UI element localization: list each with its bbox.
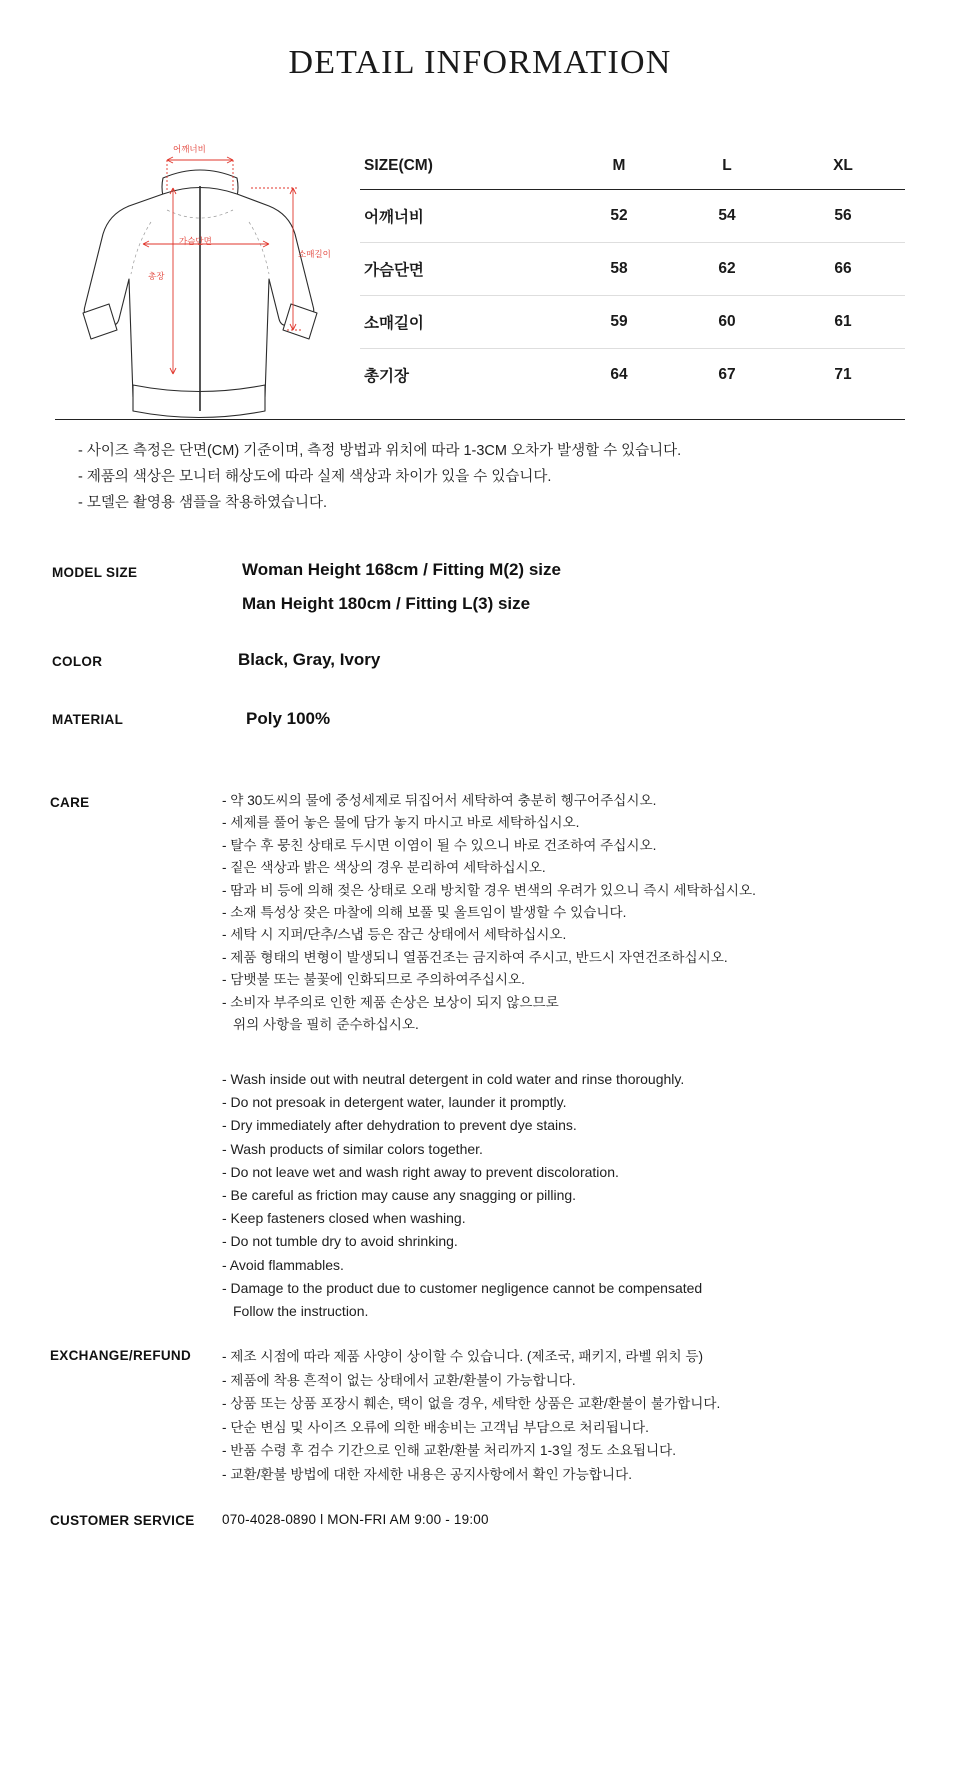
cell-length-xl: 71	[834, 366, 852, 383]
column-header-m: M	[565, 142, 673, 190]
table-row	[360, 296, 905, 349]
customer-service-label: CUSTOMER SERVICE	[50, 1513, 195, 1528]
care-item: - 세제를 풀어 놓은 물에 담가 놓지 마시고 바로 세탁하십시오.	[222, 815, 580, 831]
table-row	[360, 349, 905, 402]
cell-length-l: 67	[718, 366, 736, 383]
exchange-item: - 제조 시점에 따라 제품 사양이 상이할 수 있습니다. (제조국, 패키지, 라벨 위치 등)	[222, 1349, 704, 1364]
cell-shoulder-xl: 56	[781, 190, 905, 243]
exchange-item: - 상품 또는 상품 포장시 훼손, 택이 없을 경우, 세탁한 상품은 교환/환불이 불가합니다.	[222, 1396, 721, 1411]
cell-chest-m: 58	[565, 243, 673, 296]
care-item: - Do not presoak in detergent water, launder it promptly.	[222, 1094, 567, 1111]
care-item: Follow the instruction.	[233, 1303, 369, 1320]
color-value: Black, Gray, Ivory	[238, 650, 381, 669]
model-size-man: Man Height 180cm / Fitting L(3) size	[242, 594, 531, 613]
figure-length-label: 총장	[148, 271, 165, 281]
care-item: - 땀과 비 등에 의해 젖은 상태로 오래 방치할 경우 변색의 우려가 있으니 즉시 세탁하십시오.	[222, 882, 756, 898]
care-item: - 담뱃불 또는 불꽃에 인화되므로 주의하여주십시오.	[222, 972, 525, 988]
cell-shoulder-l: 54	[673, 190, 781, 243]
size-table	[360, 142, 905, 401]
model-size-label: MODEL SIZE	[52, 565, 138, 580]
exchange-item: - 단순 변심 및 사이즈 오류에 의한 배송비는 고객님 부담으로 처리됩니다.	[222, 1419, 649, 1435]
note-item: - 사이즈 측정은 단면(CM) 기준이며, 측정 방법과 위치에 따라 1-3CM 오차가 발생할 수 있습니다.	[78, 443, 682, 459]
exchange-refund-list	[222, 1345, 932, 1486]
care-item: - 탈수 후 뭉친 상태로 두시면 이염이 될 수 있으니 바로 건조하여 주십시오.	[222, 837, 657, 853]
care-instructions-english	[222, 1068, 932, 1323]
column-header-xl: XL	[781, 142, 905, 190]
table-row	[360, 243, 905, 296]
exchange-item: - 반품 수령 후 검수 기간으로 인해 교환/환불 처리까지 1-3일 정도 소요됩니다.	[222, 1443, 677, 1458]
care-item: - Wash products of similar colors together.	[222, 1140, 483, 1157]
care-item: - Avoid flammables.	[222, 1256, 344, 1273]
care-item: - Do not leave wet and wash right away to prevent discoloration.	[222, 1163, 619, 1180]
care-item: - 소비자 부주의로 인한 제품 손상은 보상이 되지 않으므로	[222, 994, 559, 1010]
exchange-item: - 제품에 착용 흔적이 없는 상태에서 교환/환불이 가능합니다.	[222, 1372, 576, 1388]
note-item: - 모델은 촬영용 샘플을 착용하였습니다.	[78, 495, 328, 511]
customer-service-value: 070-4028-0890 l MON-FRI AM 9:00 - 19:00	[222, 1512, 489, 1527]
care-item: - 제품 형태의 변형이 발생되니 열품건조는 금지하여 주시고, 반드시 자연건조하십시오.	[222, 949, 728, 965]
care-item: - Damage to the product due to customer negligence cannot be compensated	[222, 1279, 703, 1296]
cell-sleeve-l: 60	[673, 296, 781, 349]
care-item: - 짙은 색상과 밝은 색상의 경우 분리하여 세탁하십시오.	[222, 860, 546, 876]
exchange-item: - 교환/환불 방법에 대한 자세한 내용은 공지사항에서 확인 가능합니다.	[222, 1466, 632, 1482]
figure-chest-label: 가슴단면	[179, 236, 212, 246]
figure-shoulder-label: 어깨너비	[173, 144, 206, 154]
table-row	[360, 190, 905, 243]
page-title: DETAIL INFORMATION	[288, 44, 672, 81]
column-header-l: L	[673, 142, 781, 190]
size-notes	[78, 438, 908, 516]
cell-length-m: 64	[610, 366, 628, 383]
care-item: - 소재 특성상 잦은 마찰에 의해 보풀 및 올트임이 발생할 수 있습니다.	[222, 905, 627, 921]
row-label-sleeve: 소매길이	[360, 296, 565, 349]
garment-measurement-diagram	[55, 130, 345, 420]
care-item: - Do not tumble dry to avoid shrinking.	[222, 1233, 458, 1250]
note-item: - 제품의 색상은 모니터 해상도에 따라 실제 색상과 차이가 있을 수 있습니다.	[78, 469, 552, 485]
care-item: - Keep fasteners closed when washing.	[222, 1210, 466, 1227]
cell-chest-l: 62	[673, 243, 781, 296]
care-label: CARE	[50, 795, 90, 810]
column-header-size: SIZE(CM)	[360, 142, 565, 190]
cell-chest-xl: 66	[781, 243, 905, 296]
row-label-length: 총기장	[364, 368, 409, 385]
exchange-refund-label: EXCHANGE/REFUND	[50, 1348, 192, 1363]
care-instructions-korean	[222, 790, 922, 1036]
figure-sleeve-label: 소매길이	[298, 249, 331, 259]
color-label: COLOR	[52, 654, 103, 669]
cell-sleeve-m: 59	[565, 296, 673, 349]
care-item: - Dry immediately after dehydration to prevent dye stains.	[222, 1117, 577, 1134]
row-label-chest: 가슴단면	[360, 243, 565, 296]
care-item: - Be careful as friction may cause any snagging or pilling.	[222, 1187, 577, 1204]
size-section	[0, 130, 960, 420]
material-label: MATERIAL	[52, 712, 124, 727]
care-item: - Wash inside out with neutral detergent in cold water and rinse thoroughly.	[222, 1071, 685, 1087]
care-item: 위의 사항을 필히 준수하십시오.	[233, 1017, 419, 1033]
care-item: - 약 30도씨의 물에 중성세제로 뒤집어서 세탁하여 충분히 헹구어주십시오.	[222, 793, 657, 808]
cell-shoulder-m: 52	[565, 190, 673, 243]
row-label-shoulder: 어깨너비	[360, 190, 565, 243]
table-header-row	[360, 142, 905, 190]
care-item: - 세탁 시 지퍼/단추/스냅 등은 잠근 상태에서 세탁하십시오.	[222, 927, 567, 943]
cell-sleeve-xl: 61	[781, 296, 905, 349]
material-value: Poly 100%	[246, 709, 331, 728]
model-size-woman: Woman Height 168cm / Fitting M(2) size	[242, 560, 561, 579]
section-divider	[55, 419, 905, 420]
